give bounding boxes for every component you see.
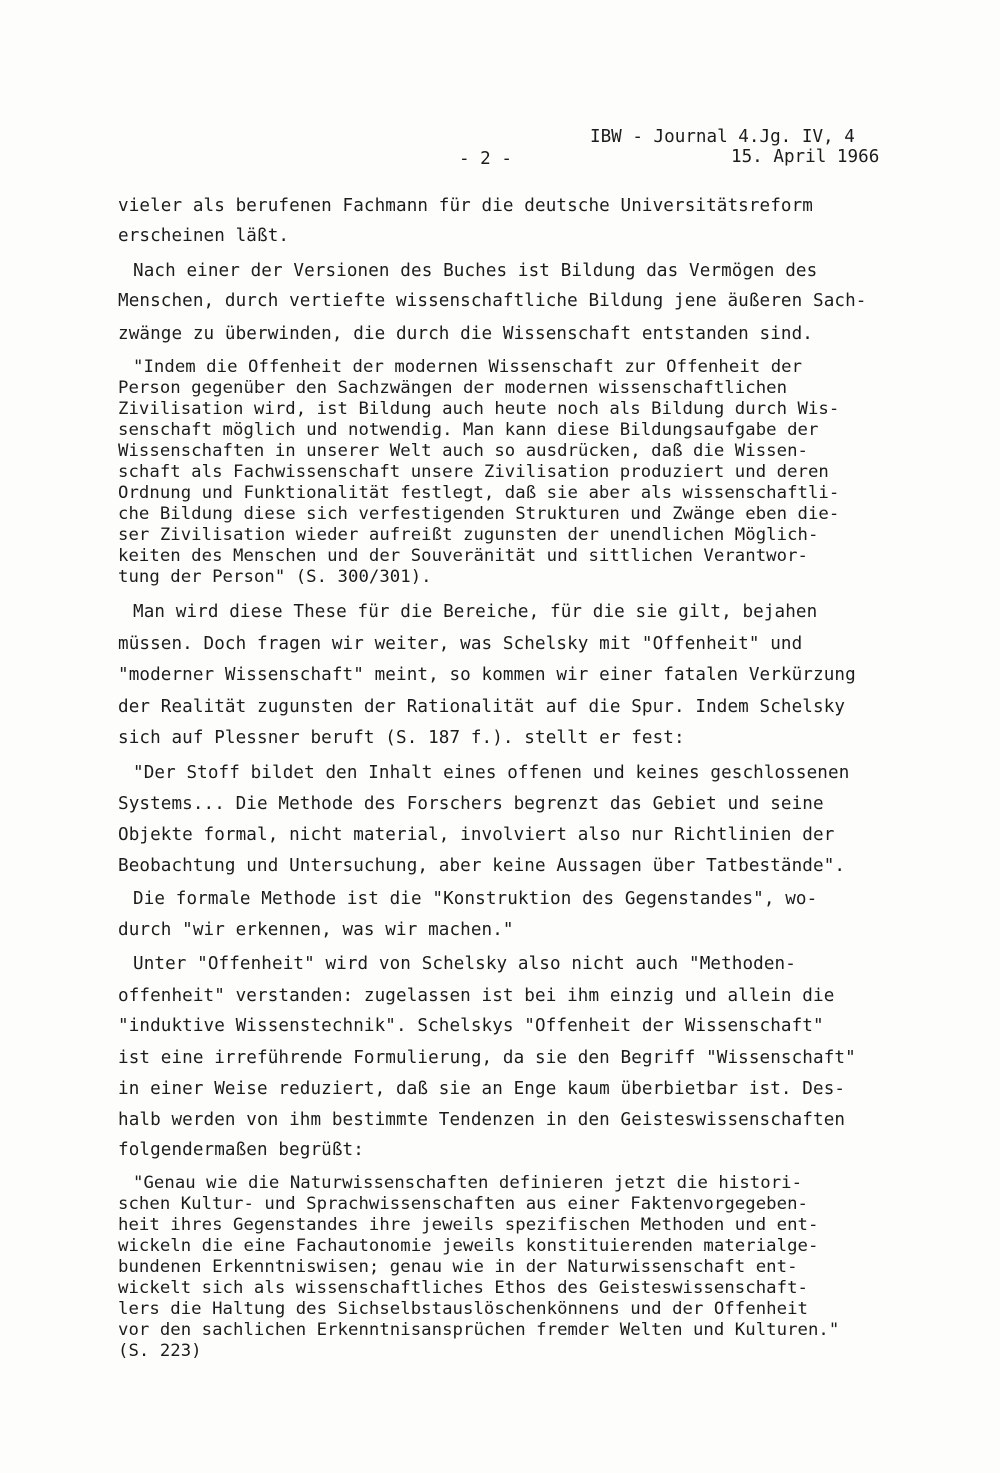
quote-line: bundenen Erkenntniswisen; genau wie in der Naturwissenschaft ent-: [118, 1257, 798, 1277]
text-line: "moderner Wissenschaft" meint, so kommen wir einer fatalen Verkürzung: [118, 665, 856, 685]
page-number: - 2 -: [459, 149, 512, 169]
text-line: Unter "Offenheit" wird von Schelsky also nicht auch "Methoden-: [133, 954, 796, 974]
text-line: der Realität zugunsten der Rationalität auf die Spur. Indem Schelsky: [118, 697, 846, 717]
quote-line: che Bildung diese sich verfestigenden Strukturen und Zwänge eben die-: [118, 504, 840, 524]
quote-line: vor den sachlichen Erkenntnisansprüchen fremder Welten und Kulturen.": [118, 1320, 840, 1340]
quote-line: Zivilisation wird, ist Bildung auch heute noch als Bildung durch Wis-: [118, 399, 840, 419]
text-line: vieler als berufenen Fachmann für die deutsche Universitätsreform: [118, 196, 814, 216]
quote-line: (S. 223): [118, 1341, 202, 1361]
text-line: Systems... Die Methode des Forschers begrenzt das Gebiet und seine: [118, 794, 824, 814]
quote-line: "Indem die Offenheit der modernen Wissenschaft zur Offenheit der: [133, 357, 803, 377]
quote-line: schaft als Fachwissenschaft unsere Zivilisation produziert und deren: [118, 462, 829, 482]
text-line: "Der Stoff bildet den Inhalt eines offenen und keines geschlossenen: [133, 763, 850, 783]
quote-line: senschaft möglich und notwendig. Man kann diese Bildungsaufgabe der: [118, 420, 819, 440]
quote-line: wickeln die eine Fachautonomie jeweils konstituierenden materialge-: [118, 1236, 819, 1256]
text-line: sich auf Plessner beruft (S. 187 f.). stellt er fest:: [118, 728, 685, 748]
text-line: Nach einer der Versionen des Buches ist Bildung das Vermögen des: [133, 261, 818, 281]
text-line: ist eine irreführende Formulierung, da sie den Begriff "Wissenschaft": [118, 1048, 856, 1068]
quote-line: "Genau wie die Naturwissenschaften definieren jetzt die histori-: [133, 1173, 803, 1193]
journal-date: 15. April 1966: [731, 147, 880, 167]
text-line: "induktive Wissenstechnik". Schelskys "Offenheit der Wissenschaft": [118, 1016, 824, 1036]
quote-line: keiten des Menschen und der Souveränität und sittlichen Verantwor-: [118, 546, 808, 566]
quote-line: Person gegenüber den Sachzwängen der modernen wissenschaftlichen: [118, 378, 788, 398]
text-line: durch "wir erkennen, was wir machen.": [118, 920, 514, 940]
text-line: Die formale Methode ist die "Konstruktion des Gegenstandes", wo-: [133, 889, 818, 909]
text-line: Menschen, durch vertiefte wissenschaftliche Bildung jene äußeren Sach-: [118, 291, 867, 311]
quote-line: wickelt sich als wissenschaftliches Ethos des Geisteswissenschaft-: [118, 1278, 808, 1298]
text-line: offenheit" verstanden: zugelassen ist bei ihm einzig und allein die: [118, 986, 835, 1006]
quote-line: Wissenschaften in unserer Welt auch so ausdrücken, daß die Wissen-: [118, 441, 808, 461]
journal-header: IBW - Journal 4.Jg. IV, 4: [590, 127, 855, 147]
text-line: halb werden von ihm bestimmte Tendenzen in den Geisteswissenschaften: [118, 1110, 846, 1130]
text-line: folgendermaßen begrüßt:: [118, 1140, 364, 1160]
quote-line: tung der Person" (S. 300/301).: [118, 567, 432, 587]
text-line: müssen. Doch fragen wir weiter, was Schelsky mit "Offenheit" und: [118, 634, 803, 654]
text-line: Beobachtung und Untersuchung, aber keine Aussagen über Tatbestände".: [118, 856, 846, 876]
quote-line: heit ihres Gegenstandes ihre jeweils spezifischen Methoden und ent-: [118, 1215, 819, 1235]
text-line: Objekte formal, nicht material, involviert also nur Richtlinien der: [118, 825, 835, 845]
text-line: zwänge zu überwinden, die durch die Wissenschaft entstanden sind.: [118, 324, 814, 344]
text-line: erscheinen läßt.: [118, 226, 290, 246]
quote-line: ser Zivilisation wieder aufreißt zugunsten der unendlichen Möglich-: [118, 525, 819, 545]
text-line: in einer Weise reduziert, daß sie an Enge kaum überbietbar ist. Des-: [118, 1079, 846, 1099]
quote-line: Ordnung und Funktionalität festlegt, daß sie aber als wissenschaftli-: [118, 483, 840, 503]
quote-line: schen Kultur- und Sprachwissenschaften aus einer Faktenvorgegeben-: [118, 1194, 808, 1214]
quote-line: lers die Haltung des Sichselbstauslöschenkönnens und der Offenheit: [118, 1299, 808, 1319]
text-line: Man wird diese These für die Bereiche, für die sie gilt, bejahen: [133, 602, 818, 622]
